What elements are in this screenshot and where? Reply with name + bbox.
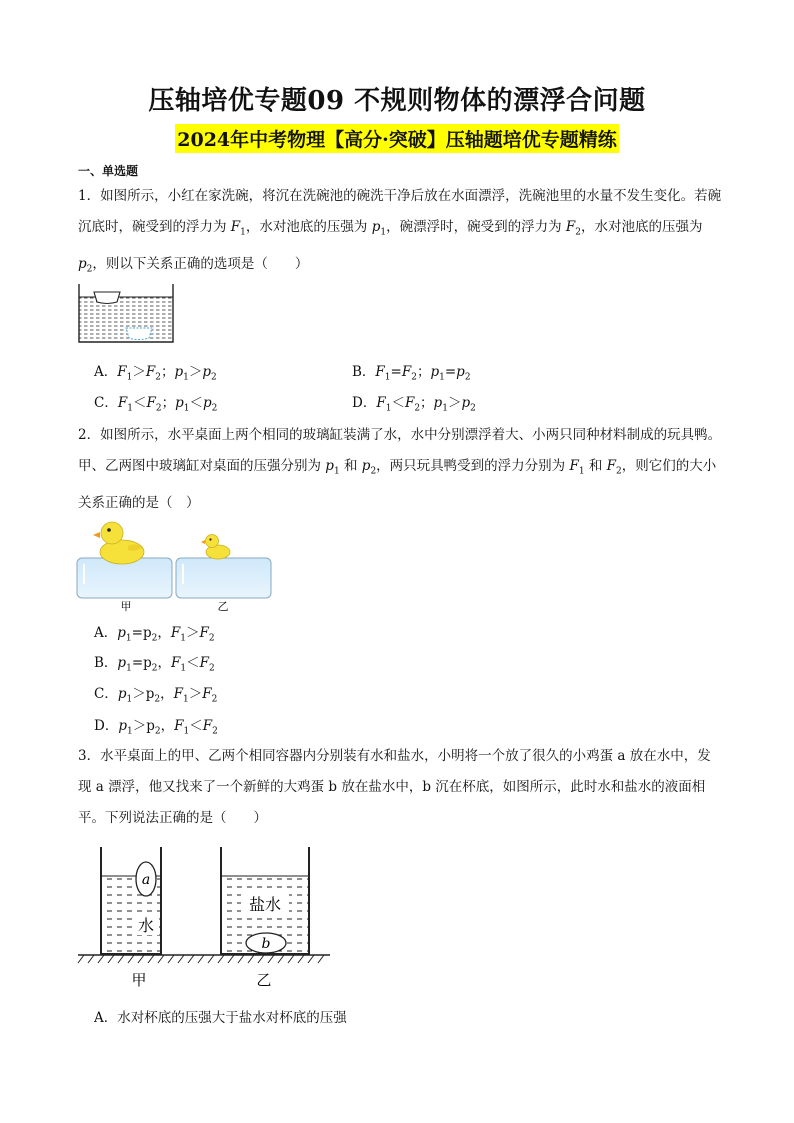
q3-label-jia: 甲 bbox=[131, 971, 147, 989]
q1-option-b: B．$F_1=F_2$；$p_1=p_2$ bbox=[352, 364, 471, 383]
q3-label-yi: 乙 bbox=[256, 971, 272, 989]
liquid-left-label: 水 bbox=[137, 916, 155, 935]
subtitle-wrap bbox=[0, 124, 794, 153]
q2-label-jia: 甲 bbox=[120, 600, 132, 613]
q2-figure-ducks bbox=[76, 518, 276, 614]
egg-a-label: a bbox=[141, 872, 151, 888]
page-title: 压轴培优专题09 不规则物体的漂浮合问题 bbox=[148, 86, 646, 116]
q2-option-d: D．$p_1>p_2$，$F_1<F_2$ bbox=[94, 718, 218, 737]
question-1-text: 1．如图所示，小红在家洗碗，将沉在洗碗池的碗洗干净后放在水面漂浮，洗碗池里的水量不发生变化。若碗沉底时，碗受到的浮力为 $F_1$，水对池底的压强为 $p_1$，碗漂浮时，碗受到的浮力为 $F_2$，水对池底的压强为 $p_2$，则以下关系正确的选项是（ ） bbox=[78, 188, 722, 275]
q2-option-a: A．$p_1=p_2$，$F_1>F_2$ bbox=[94, 625, 215, 644]
q1-figure-sink bbox=[78, 284, 174, 344]
q2-option-b: B．$p_1=p_2$，$F_1<F_2$ bbox=[94, 655, 215, 674]
page-subtitle: 2024年中考物理【高分·突破】压轴题培优专题精练 bbox=[175, 124, 619, 153]
liquid-right-label: 盐水 bbox=[248, 895, 282, 914]
question-2-text: 2．如图所示，水平桌面上两个相同的玻璃缸装满了水，水中分别漂浮着大、小两只同种材料制成的玩具鸭。甲、乙两图中玻璃缸对桌面的压强分别为 $p_1$ 和 $p_2$，两只玩具鸭受到的浮力分别为 $F_1$ 和 $F_2$，则它们的大小关系正确的是（ ） bbox=[78, 427, 722, 511]
q2-label-yi: 乙 bbox=[217, 600, 229, 613]
floating-bowl bbox=[94, 292, 120, 304]
q3-option-a: A．水对杯底的压强大于盐水对杯底的压强 bbox=[94, 1010, 347, 1026]
sunk-bowl bbox=[126, 328, 152, 340]
q3-figure-eggs bbox=[76, 843, 332, 993]
q1-option-d: D．$F_1<F_2$；$p_1>p_2$ bbox=[352, 395, 476, 414]
q1-option-a: A．$F_1>F_2$；$p_1>p_2$ bbox=[94, 364, 217, 383]
small-duck-icon bbox=[201, 535, 230, 560]
q2-option-c: C．$p_1>p_2$，$F_1>F_2$ bbox=[94, 686, 218, 705]
q1-option-c: C．$F_1<F_2$；$p_1<p_2$ bbox=[94, 395, 218, 414]
section-heading: 一、单选题 bbox=[78, 164, 139, 178]
question-3-text: 3．水平桌面上的甲、乙两个相同容器内分别装有水和盐水，小明将一个放了很久的小鸡蛋 a 放在水中，发现 a 漂浮，他又找来了一个新鲜的大鸡蛋 b 放在盐水中，b 沉在杯底，如图所示，此时水和盐水的液面相平。下列说法正确的是（ ） bbox=[78, 748, 711, 826]
egg-b-label: b bbox=[261, 936, 271, 952]
